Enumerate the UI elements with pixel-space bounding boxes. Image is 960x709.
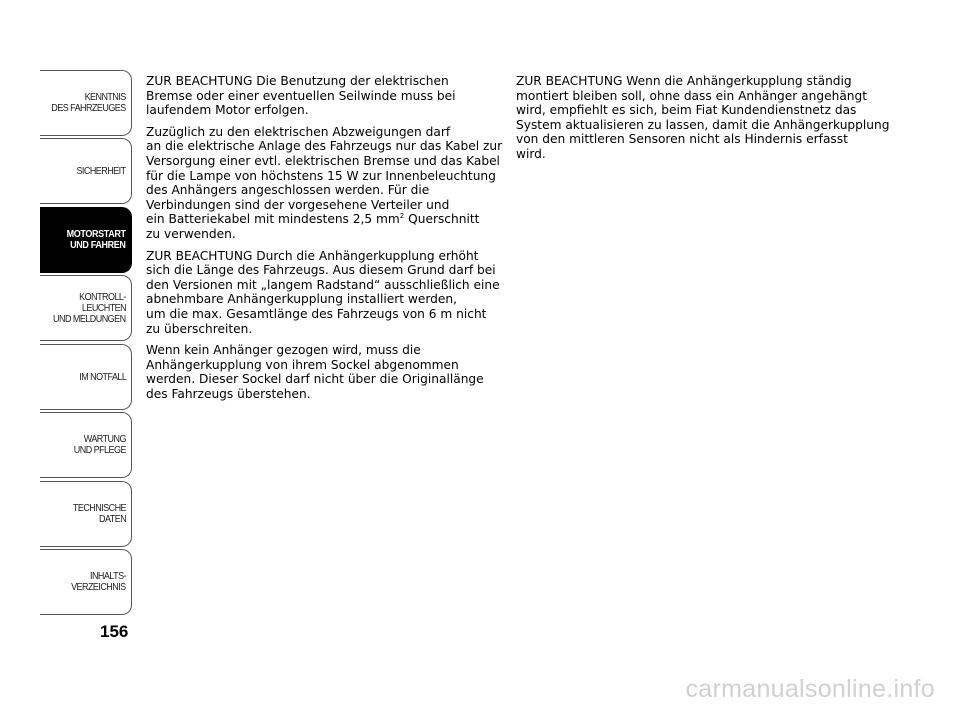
tab-label-line: UND FAHREN: [70, 240, 126, 251]
tab-label-line: DES FAHRZEUGES: [51, 103, 126, 114]
superscript-2: 2: [399, 212, 405, 221]
note-paragraph: [516, 74, 890, 162]
text-line: zu verwenden.: [146, 226, 236, 241]
text-line: montiert bleiben soll, ohne dass ein Anhänger angehängt: [516, 88, 868, 103]
text-line: werden. Dieser Sockel darf nicht über die Originallänge: [146, 372, 484, 387]
tab-im-notfall[interactable]: [40, 344, 132, 410]
tab-label-line: SICHERHEIT: [76, 165, 126, 177]
tab-label-line: DATEN: [98, 514, 126, 525]
text-line: für die Lampe von höchstens 15 W zur Innenbeleuchtung: [146, 168, 496, 183]
text-line: von den mittleren Sensoren nicht als Hindernis erfasst: [516, 132, 848, 147]
tab-kontrollleuchten-und-meldungen[interactable]: [40, 275, 132, 341]
body-paragraph: [146, 343, 496, 401]
tab-label-line: WARTUNG: [83, 434, 126, 445]
note-paragraph: [146, 74, 496, 118]
text-line: ZUR BEACHTUNG Durch die Anhängerkupplung erhöht: [146, 248, 479, 263]
text-line: Zuzüglich zu den elektrischen Abzweigungen darf: [146, 124, 451, 139]
text-line: zu überschreiten.: [146, 321, 253, 336]
text-line: ZUR BEACHTUNG Wenn die Anhängerkupplung ständig: [516, 74, 852, 88]
tab-label-line: UND MELDUNGEN: [53, 313, 126, 325]
tab-technische-daten[interactable]: [40, 481, 132, 547]
text-line: an die elektrische Anlage des Fahrzeugs nur das Kabel zur: [146, 139, 503, 154]
left-text-column: [146, 74, 503, 408]
text-line: wird.: [516, 146, 546, 161]
text-line: wird, empfiehlt es sich, beim Fiat Kundendienstnetz das: [516, 103, 857, 118]
text-fragment: Querschnitt: [404, 212, 480, 227]
page-number: 156: [100, 622, 129, 641]
tab-wartung-und-pflege[interactable]: [40, 412, 132, 478]
text-line: sich die Länge des Fahrzeugs. Aus diesem Grund darf bei: [146, 263, 496, 278]
text-line: des Fahrzeugs überstehen.: [146, 386, 311, 401]
text-line: Anhängerkupplung von ihrem Sockel abgenommen: [146, 357, 459, 372]
tab-label-line: UND PFLEGE: [73, 445, 126, 456]
text-line: Verbindungen sind der vorgesehene Verteiler und: [146, 197, 450, 212]
note-paragraph: [146, 248, 500, 337]
text-line: den Versionen mit „langem Radstand“ ausschließlich eine: [146, 277, 500, 292]
text-fragment: ein Batteriekabel mit mindestens 2,5 mm: [146, 212, 400, 227]
text-line: System aktualisieren zu lassen, damit die Anhängerkupplung: [516, 117, 890, 132]
text-line: Bremse oder einer eventuellen Seilwinde muss bei: [146, 88, 456, 103]
body-paragraph: [146, 124, 503, 242]
text-line: laufendem Motor erfolgen.: [146, 103, 309, 118]
tab-label-line: VERZEICHNIS: [71, 582, 126, 593]
text-line: Versorgung einer evtl. elektrischen Bremse und das Kabel: [146, 153, 500, 168]
tab-inhaltsverzeichnis[interactable]: [40, 549, 132, 615]
right-text-column: [516, 74, 890, 169]
tab-kenntnis-des-fahrzeuges[interactable]: [40, 70, 132, 136]
text-line: ZUR BEACHTUNG Die Benutzung der elektrischen: [146, 74, 449, 88]
text-line: um die max. Gesamtlänge des Fahrzeugs von 6 m nicht: [146, 306, 487, 321]
tab-label-line: LEUCHTEN: [81, 302, 126, 314]
tab-label-line: TECHNISCHE: [72, 503, 126, 514]
text-line: des Anhängers angeschlossen werden. Für die: [146, 183, 430, 198]
tab-label-line: KONTROLL-: [79, 291, 126, 303]
text-line: abnehmbare Anhängerkupplung installiert werden,: [146, 292, 458, 307]
chapter-tabs: [40, 70, 132, 617]
tab-label-line: MOTORSTART: [66, 229, 126, 240]
tab-motorstart-und-fahren[interactable]: [40, 207, 132, 273]
tab-sicherheit[interactable]: [40, 138, 132, 204]
watermark: carmanualsonline.info: [685, 675, 935, 703]
text-line-battery-cable: [146, 212, 496, 227]
tab-label-line: KENNTNIS: [84, 92, 126, 103]
tab-label-line: INHALTS-: [89, 571, 126, 582]
tab-label-line: IM NOTFALL: [78, 371, 126, 383]
text-line: Wenn kein Anhänger gezogen wird, muss die: [146, 343, 421, 358]
